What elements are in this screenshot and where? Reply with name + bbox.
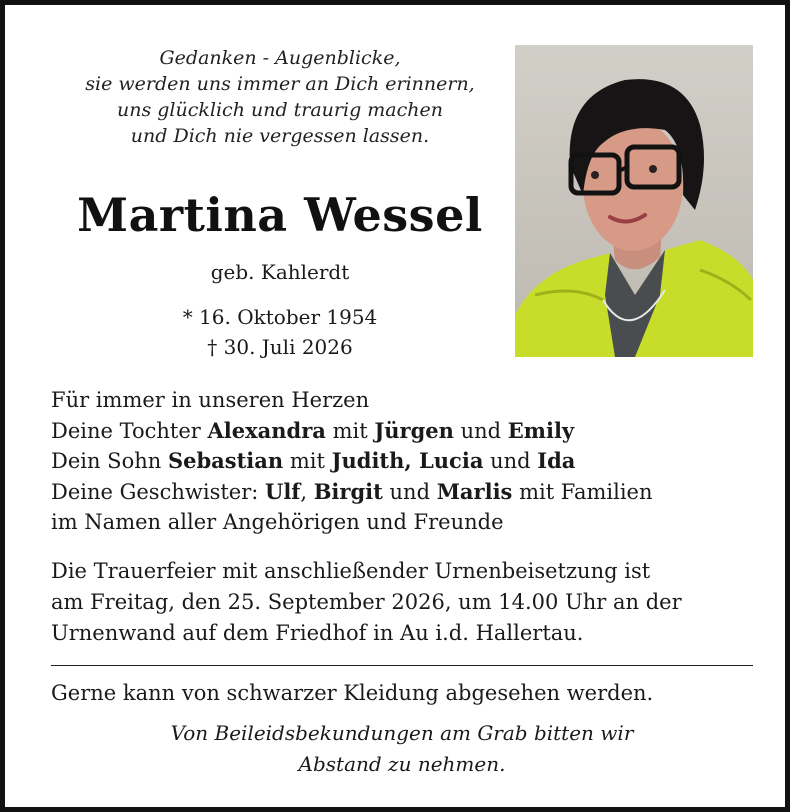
mourner-joiner: mit	[325, 418, 375, 443]
mourner-joiner: ,	[300, 479, 314, 504]
mourner-name: Ida	[537, 448, 576, 473]
mourners-list	[51, 385, 771, 538]
life-dates	[45, 302, 515, 362]
mourner-name: Jürgen	[374, 417, 454, 443]
poem-line: und Dich nie vergessen lassen.	[130, 125, 430, 147]
memorial-poem	[45, 45, 515, 149]
clothing-note: Gerne kann von schwarzer Kleidung abgesehen werden.	[51, 681, 654, 705]
mourner-prefix: Deine Geschwister:	[51, 479, 265, 504]
mourner-prefix: Dein Sohn	[51, 449, 168, 473]
birth-date: * 16. Oktober 1954	[182, 305, 378, 329]
mourners-closing: im Namen aller Angehörigen und Freunde	[51, 510, 504, 534]
mourner-line-daughter	[51, 416, 771, 447]
portrait-illustration	[515, 45, 753, 357]
mourner-line-siblings	[51, 477, 771, 508]
poem-line: sie werden uns immer an Dich erinnern,	[85, 73, 475, 95]
condolence-line: Abstand zu nehmen.	[298, 752, 506, 776]
mourner-name: Judith, Lucia	[331, 448, 484, 473]
mourner-line-son	[51, 446, 771, 477]
mourner-prefix: Deine Tochter	[51, 418, 208, 443]
divider	[51, 665, 753, 666]
mourner-joiner: mit	[283, 449, 332, 473]
mourner-joiner: und	[382, 479, 437, 504]
mourner-name: Ulf	[265, 478, 301, 504]
condolence-note	[51, 718, 753, 780]
service-line: Die Trauerfeier mit anschließender Urnenbeisetzung ist	[51, 559, 651, 583]
mourner-name: Marlis	[436, 478, 513, 504]
mourner-name: Birgit	[313, 478, 383, 504]
poem-line: Gedanken - Augenblicke,	[159, 47, 401, 69]
death-date: † 30. Juli 2026	[207, 335, 353, 359]
birth-name: geb. Kahlerdt	[210, 260, 350, 284]
mourner-name: Emily	[507, 417, 575, 443]
mourner-suffix: mit Familien	[512, 479, 653, 504]
deceased-name: Martina Wessel	[77, 188, 483, 242]
condolence-line: Von Beileidsbekundungen am Grab bitten wir	[170, 721, 634, 745]
poem-line: uns glücklich und traurig machen	[117, 99, 443, 121]
service-details	[51, 556, 757, 649]
mourner-joiner: und	[453, 418, 508, 443]
portrait-photo	[515, 45, 753, 357]
service-line: Urnenwand auf dem Friedhof in Au i.d. Hallertau.	[51, 621, 584, 645]
mourner-name: Alexandra	[207, 417, 326, 443]
service-line: am Freitag, den 25. September 2026, um 14.00 Uhr an der	[51, 590, 682, 614]
mourners-intro: Für immer in unseren Herzen	[51, 388, 370, 412]
mourner-joiner: und	[483, 449, 538, 473]
mourner-name: Sebastian	[167, 448, 284, 473]
